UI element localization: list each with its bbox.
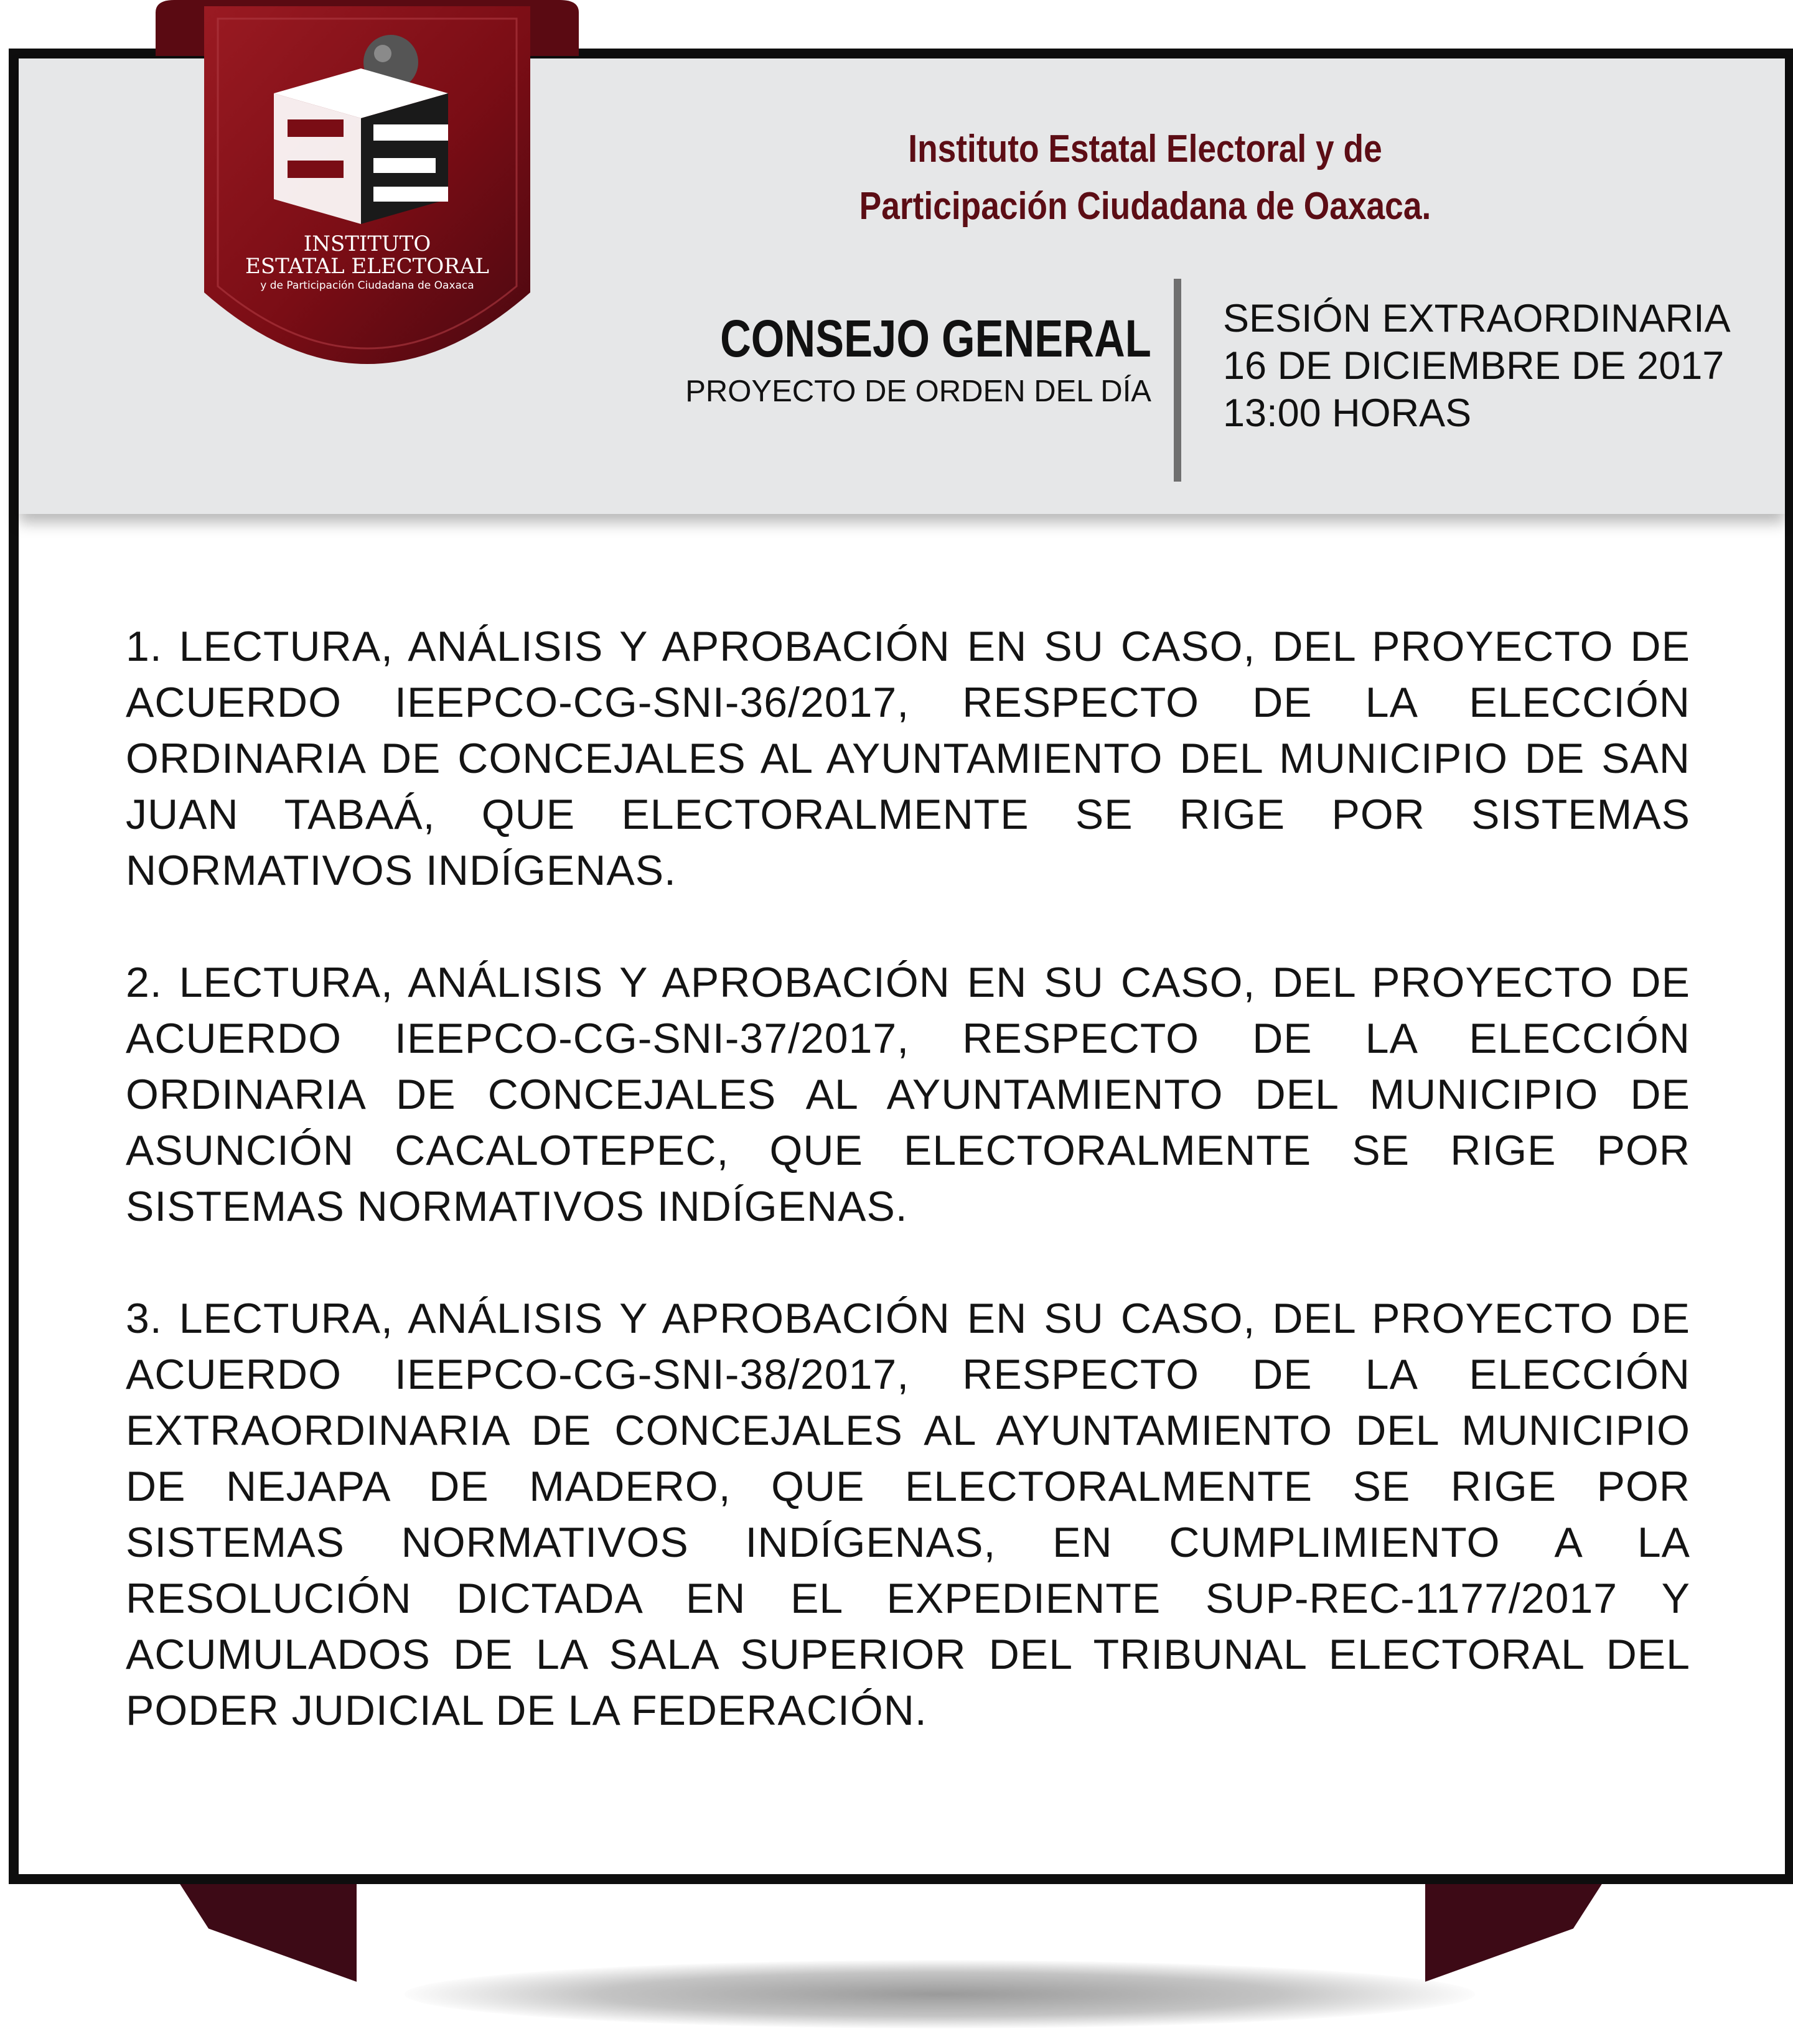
header-divider [1174, 279, 1181, 482]
ieepco-logo [156, 0, 579, 423]
institute-title [690, 121, 1600, 235]
agenda-item-2: 2. LECTURA, ANÁLISIS Y APROBACIÓN EN SU CASO, DEL PROYECTO DE ACUERDO IEEPCO-CG-SNI-37/2017, RESPECTO DE LA ELECCIÓN ORDINARIA DE CONCEJALES AL AYUNTAMIENTO DEL MUNICIPIO DE ASUNCIÓN CACALOTEPEC, QUE ELECTORALMENTE SE RIGE POR SISTEMAS NORMATIVOS INDÍGENAS. [126, 959, 1690, 1230]
agenda-list [126, 618, 1690, 1794]
session-info [1223, 295, 1731, 437]
session-type: SESIÓN EXTRAORDINARIA [1223, 297, 1731, 340]
agenda-item-3: 3. LECTURA, ANÁLISIS Y APROBACIÓN EN SU CASO, DEL PROYECTO DE ACUERDO IEEPCO-CG-SNI-38/2017, RESPECTO DE LA ELECCIÓN EXTRAORDINARIA DE CONCEJALES AL AYUNTAMIENTO DEL MUNICIPIO DE NEJAPA DE MADERO, QUE ELECTORALMENTE SE RIGE POR SISTEMAS NORMATIVOS INDÍGENAS, EN CUMPLIMIENTO A LA RESOLUCIÓN DICTADA EN EL EXPEDIENTE SUP-REC-1177/2017 Y ACUMULADOS DE LA SALA SUPERIOR DEL TRIBUNAL ELECTORAL DEL PODER JUDICIAL DE LA FEDERACIÓN. [126, 1295, 1690, 1734]
institute-title-line-2: Participación Ciudadana de Oaxaca. [859, 185, 1431, 228]
drop-shadow [405, 1960, 1475, 2028]
council-name: CONSEJO GENERAL [720, 309, 1151, 368]
logo-text-line-3: y de Participación Ciudadana de Oaxaca [260, 279, 474, 292]
ieepco-ballot-box-logo-icon [156, 0, 579, 423]
logo-text-line-1: INSTITUTO [303, 231, 431, 256]
session-date: 16 DE DICIEMBRE DE 2017 [1223, 344, 1725, 388]
institute-title-line-1: Instituto Estatal Electoral y de [908, 128, 1382, 170]
agenda-item-1: 1. LECTURA, ANÁLISIS Y APROBACIÓN EN SU CASO, DEL PROYECTO DE ACUERDO IEEPCO-CG-SNI-36/2017, RESPECTO DE LA ELECCIÓN ORDINARIA DE CONCEJALES AL AYUNTAMIENTO DEL MUNICIPIO DE SAN JUAN TABAÁ, QUE ELECTORALMENTE SE RIGE POR SISTEMAS NORMATIVOS INDÍGENAS. [126, 623, 1690, 894]
session-time: 13:00 HORAS [1223, 391, 1472, 435]
council-subtitle: PROYECTO DE ORDEN DEL DÍA [685, 375, 1151, 408]
council-block [625, 309, 1151, 409]
logo-text-line-2: ESTATAL ELECTORAL [245, 254, 489, 279]
